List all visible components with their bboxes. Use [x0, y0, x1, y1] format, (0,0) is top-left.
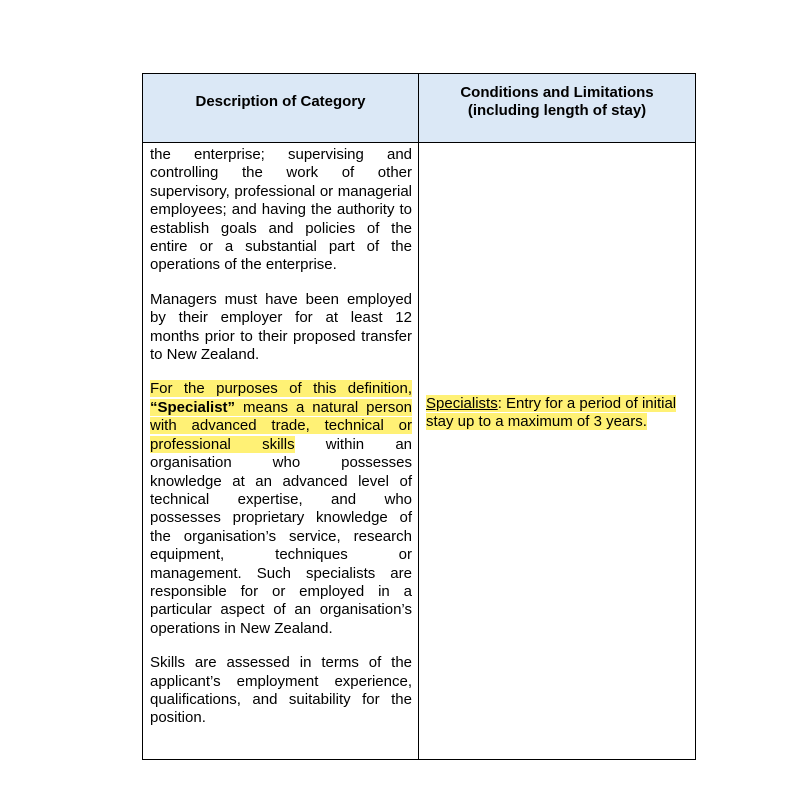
header-conditions: [419, 74, 696, 143]
specialists-text: : Entry for a period of initial stay up to a maximum of 3 years.: [426, 395, 677, 431]
header-description-label: Description of Category: [195, 93, 366, 110]
description-para-3: [150, 380, 412, 638]
table-header-row: [143, 74, 696, 143]
description-cell: [143, 143, 419, 760]
specialist-term: “Specialist”: [150, 398, 236, 416]
header-conditions-line1: Conditions and Limitations: [460, 84, 654, 101]
specialists-condition: [426, 395, 689, 432]
header-conditions-line2: (including length of stay): [467, 102, 647, 119]
highlight-definition: means a natural person with advanced trade, technical or professional skills: [150, 398, 412, 453]
description-para-1: the enterprise; supervising and controlling the work of other supervisory, professional or managerial employees; and having the authority to establish goals and policies of the entire or a substantial part of the operations of the enterprise.: [150, 146, 412, 274]
header-description: [143, 74, 419, 143]
table-row: [143, 143, 696, 760]
highlight-lead: For the purposes of this definition,: [150, 380, 412, 398]
specialists-label: Specialists: [426, 395, 498, 412]
definition-rest: within an organisation who possesses knowledge at an advanced level of technical expertise, and who possesses proprietary knowledge of the organisation’s service, research equipment, techniques or management. Such specialists are responsible for or employed in a particular aspect of an organisation’s operations in New Zealand.: [150, 435, 412, 637]
description-para-2: Managers must have been employed by their employer for at least 12 months prior to their proposed transfer to New Zealand.: [150, 290, 412, 364]
description-para-4: Skills are assessed in terms of the applicant’s employment experience, qualifications, and suitability for the position.: [150, 654, 412, 727]
conditions-cell: [419, 143, 696, 760]
category-table: [142, 73, 696, 760]
